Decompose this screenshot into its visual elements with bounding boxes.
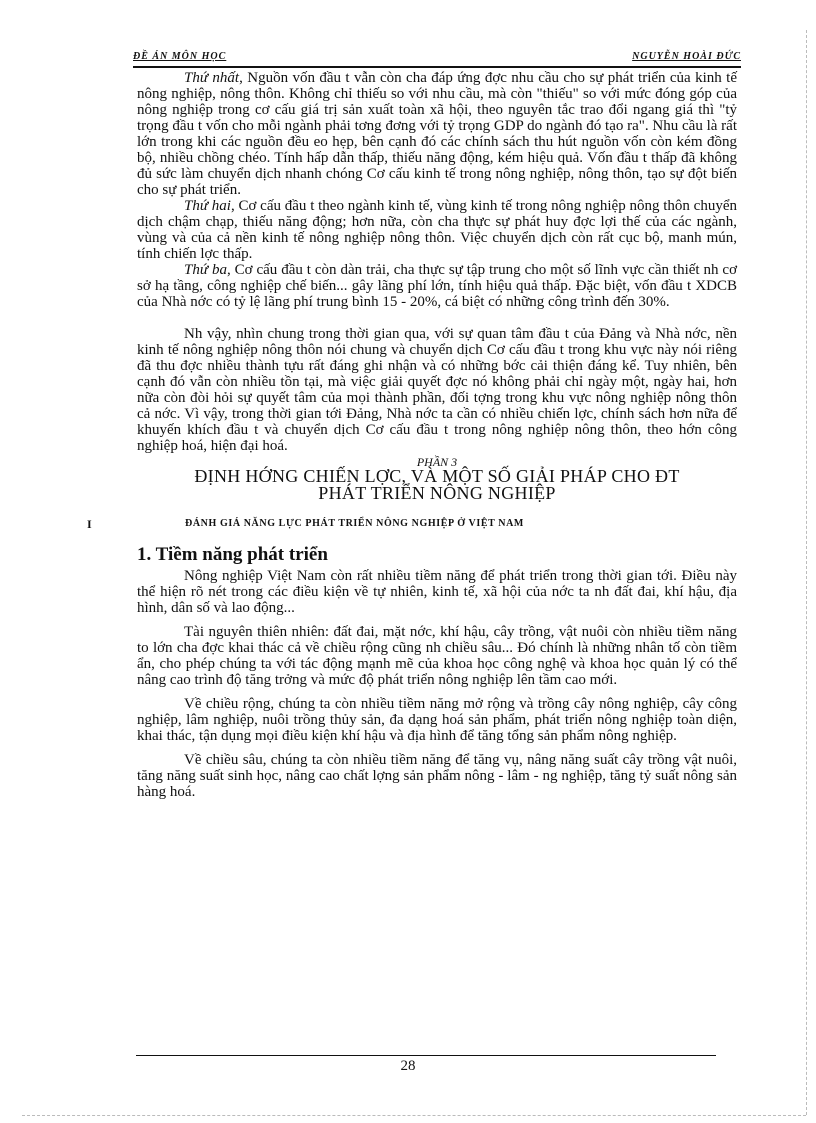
paragraph-body: Tài nguyên thiên nhiên: đất đai, mặt nớc, khí hậu, cây trồng, vật nuôi còn nhiều tiềm năng to lớn cha đợc khai thác cả về chiều rộng cũng nh chiều sâu... Đó chính là những nhân tố còn tiềm ẩn, cho phép chúng ta với tác động mạnh mẽ của khoa học công nghệ và khoa học quản lý có thể nâng cao trình độ tăng trởng và mức độ phát triển nông nghiệp lên tầm cao mới. [137, 624, 737, 688]
paragraph-text: , Nguồn vốn đầu t vẫn còn cha đáp ứng đợc nhu cầu cho sự phát triển của kinh tế nông nghiệp, nông thôn. Không chỉ thiếu so với nhu cầu, mà còn "thiếu" so với mức đóng góp của nông nghiệp trong cơ cấu giá trị sản xuất toàn xã hội, theo nguyên tắc trao đổi ngang giá thì "tỷ trọng đầu t vốn cho mỗi ngành phải tơng đơng với tỷ trọng GDP do ngành đó tạo ra". Nhu cầu là rất lớn trong khi các nguồn đều eo hẹp, bên cạnh đó các chính sách thu hút nguồn vốn còn kém đồng bộ, nhiều chồng chéo. Tính hấp dẫn thấp, thiếu năng động, kém hiệu quả. Vốn đầu t thấp đã không đủ sức làm chuyển dịch nhanh chóng Cơ cấu kinh tế trong nông nghiệp, nông thôn, tạo sự đột biến cho sự phát triển. [137, 70, 737, 198]
summary-paragraph: Nh vậy, nhìn chung trong thời gian qua, với sự quan tâm đầu t của Đảng và Nhà nớc, nền kinh tế nông nghiệp nông thôn nói chung và chuyển dịch Cơ cấu đầu t trong khu vực này nói riêng đã thu đợc nhiều thành tựu rất đáng ghi nhận và có những bớc cải thiện đáng kể. Tuy nhiên, bên cạnh đó vẫn còn nhiều tồn tại, mà việc giải quyết đợc nó không phải chỉ ngày một, ngày hai, hơn nữa còn đòi hỏi sự quyết tâm của mọi thành phần, đối tợng trong khu vực nông nghiệp nông thôn cả nớc. Vì vậy, trong thời gian tới Đảng, Nhà nớc ta cần có nhiều chiến lợc, chính sách hơn nữa để khuyến khích đầu t và chuyển dịch Cơ cấu đầu t trong nông nghiệp nông thôn, theo hớn công nghiệp hoá, hiện đại hoá. [137, 326, 737, 454]
running-header [133, 50, 741, 68]
header-right-author: NGUYỄN HOÀI ĐỨC [632, 51, 741, 62]
paragraph-second [137, 198, 737, 262]
subsection-title: ĐÁNH GIÁ NĂNG LỰC PHÁT TRIỂN NÔNG NGHIỆP Ở VIỆT NAM [185, 518, 524, 529]
document-body [87, 70, 737, 808]
paragraph-lead: Thứ nhất [184, 70, 240, 86]
page-bottom-guide [22, 1115, 806, 1116]
subsection-numeral: I [87, 517, 93, 531]
paragraph-lead: Thứ ba [184, 262, 227, 278]
paragraph-text: , Cơ cấu đầu t còn dàn trải, cha thực sự tập trung cho một số lĩnh vực cần thiết nh cơ sở hạ tầng, công nghiệp chế biến... gây lãng phí lớn, tính hiệu quả thấp. Đặc biệt, vốn đầu t XDCB của Nhà nớc có tỷ lệ lãng phí trung bình 15 - 20%, cá biệt có những công trình đến 30%. [137, 262, 737, 310]
paragraph-third [137, 262, 737, 310]
paragraph-first [137, 70, 737, 198]
subsection-heading [87, 516, 737, 536]
page-margin-guide [806, 30, 807, 1115]
heading-potential: 1. Tiềm năng phát triển [137, 544, 328, 565]
section-title-line-1: ĐỊNH HỚNG CHIẾN LỢC, VÀ MỘT SỐ GIẢI PHÁP CHO ĐT [194, 466, 680, 486]
section-title-line-2: PHÁT TRIỂN NÔNG NGHIỆP [318, 483, 556, 503]
footer-rule [136, 1055, 716, 1056]
paragraph-lead: Thứ hai [184, 198, 231, 214]
page-number: 28 [400, 1058, 416, 1074]
paragraph-body: Về chiều sâu, chúng ta còn nhiều tiềm năng để tăng vụ, nâng năng suất cây trồng vật nuôi, tăng năng suất sinh học, nâng cao chất lợng sản phẩm nông - lâm - ng nghiệp, tăng tỷ suất nông sản hàng hoá. [137, 752, 737, 800]
paragraph-text: , Cơ cấu đầu t theo ngành kinh tế, vùng kinh tế trong nông nghiệp nông thôn chuyển dịch chậm chạp, thiếu năng động; hơn nữa, còn cha thực sự phát huy đợc lợi thế của các ngành, vùng và của cả nền kinh tế nông nghiệp nông thôn. Việc chuyển dịch còn rất cục bộ, manh mún, tính chiến lợc thấp. [137, 198, 737, 262]
paragraph-body: Nông nghiệp Việt Nam còn rất nhiều tiềm năng để phát triển trong thời gian tới. Điều này thể hiện rõ nét trong các điều kiện về tự nhiên, kinh tế, xã hội của nớc ta nh đất đai, khí hậu, địa hình, dân số và lao động... [137, 568, 737, 616]
paragraph-body: Về chiều rộng, chúng ta còn nhiều tiềm năng mở rộng và trồng cây nông nghiệp, cây công nghiệp, lâm nghiệp, nuôi trồng thủy sản, đa dạng hoá sản phẩm, phát triển nông nghiệp toàn diện, khai thác, tận dụng mọi điều kiện khí hậu và địa hình để tăng tổng sản phẩm nông nghiệp. [137, 696, 737, 744]
header-left-title: ĐỀ ÁN MÔN HỌC [133, 51, 227, 62]
spacer [137, 310, 737, 326]
section-tag: PHẦN 3 [416, 455, 458, 469]
